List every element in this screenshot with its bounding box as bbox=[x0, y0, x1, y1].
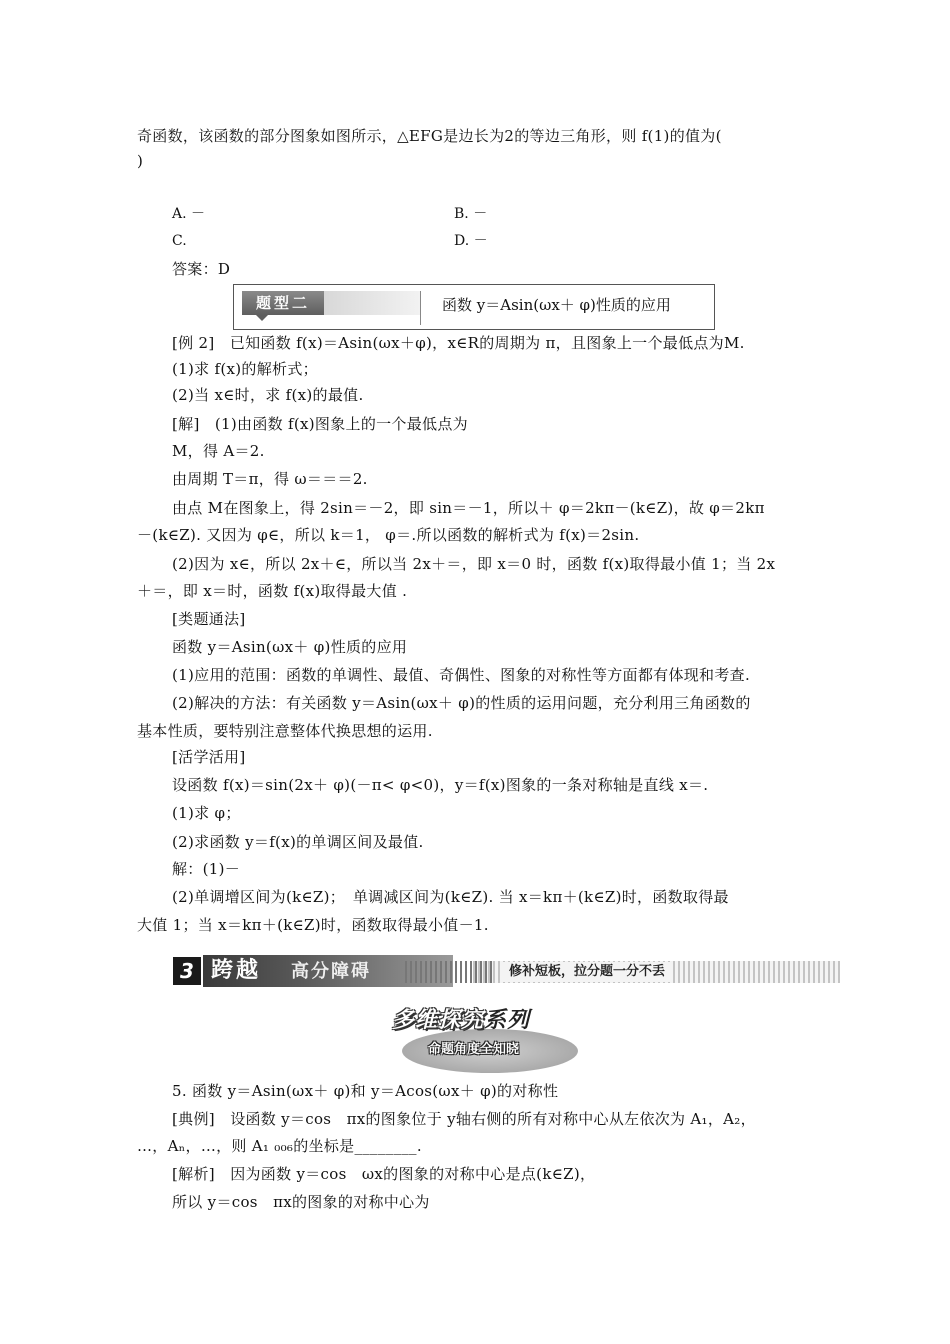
badge-title-b: 系列 bbox=[484, 1008, 531, 1033]
text-line-12: (2)因为 x∈，所以 2x＋∈，所以当 2x＋＝，即 x＝0 时，函数 f(x)取得最小值 1；当 2x bbox=[172, 555, 776, 573]
text-line-6: (2)当 x∈时，求 f(x)的最值. bbox=[172, 386, 364, 404]
text-line-7: [解] (1)由函数 f(x)图象上的一个最低点为 bbox=[172, 415, 468, 433]
tixing-tab-notch bbox=[256, 315, 268, 321]
option-b: B. － bbox=[454, 206, 488, 222]
text-line-29: [解析] 因为函数 y＝cos ωx的图象的对称中心是点(k∈Z)， bbox=[172, 1165, 596, 1183]
text-line-8: M，得 A＝2. bbox=[172, 442, 265, 460]
text-line-27: [典例] 设函数 y＝cos πx的图象位于 y轴右侧的所有对称中心从左依次为 A₁，A₂， bbox=[172, 1110, 756, 1128]
section-3-subtitle: 高分障碍 bbox=[291, 961, 371, 982]
text-line-5: (1)求 f(x)的解析式； bbox=[172, 360, 318, 378]
text-line-22: (2)求函数 y＝f(x)的单调区间及最值. bbox=[172, 833, 424, 851]
text-line-11: －(k∈Z). 又因为 φ∈，所以 k＝1， φ＝.所以函数的解析式为 f(x)＝2sin. bbox=[137, 526, 640, 544]
text-line-23: 解：(1)－ bbox=[172, 860, 241, 878]
text-line-14: [类题通法] bbox=[172, 610, 246, 628]
section-3-banner bbox=[173, 955, 840, 989]
text-line-13: ＋＝，即 x＝时，函数 f(x)取得最大值 . bbox=[137, 582, 408, 600]
text-line-24: (2)单调增区间为(k∈Z)； 单调减区间为(k∈Z). 当 x＝kπ＋(k∈Z)时，函数取得最 bbox=[172, 888, 729, 906]
option-d: D. － bbox=[454, 233, 488, 249]
text-line-10: 由点 M在图象上，得 2sin＝－2，即 sin＝－1，所以＋ φ＝2kπ－(k∈Z)，故 φ＝2kπ bbox=[172, 499, 765, 517]
text-line-2: ) bbox=[137, 152, 144, 170]
text-line-1: 奇函数，该函数的部分图象如图所示，△EFG是边长为2的等边三角形，则 f(1)的值为( bbox=[137, 127, 722, 145]
text-line-17: (2)解决的方法：有关函数 y＝Asin(ωx＋ φ)的性质的运用问题，充分利用三角函数的 bbox=[172, 694, 751, 712]
text-line-25: 大值 1；当 x＝kπ＋(k∈Z)时，函数取得最小值－1. bbox=[137, 916, 489, 934]
section-3-slogan: 修补短板，拉分题一分不丢 bbox=[503, 962, 671, 982]
answer-line: 答案：D bbox=[172, 260, 231, 278]
text-line-16: (1)应用的范围：函数的单调性、最值、奇偶性、图象的对称性等方面都有体现和考查. bbox=[172, 666, 751, 684]
duowei-badge bbox=[392, 1005, 592, 1075]
tixing-banner bbox=[233, 284, 715, 330]
option-a: A. － bbox=[172, 206, 206, 222]
option-c: C. bbox=[172, 233, 187, 249]
text-line-21: (1)求 φ； bbox=[172, 804, 241, 822]
section-3-stripe-fade bbox=[405, 961, 495, 983]
tixing-tab-label: 题型二 bbox=[242, 291, 324, 315]
text-line-18: 基本性质，要特别注意整体代换思想的运用. bbox=[137, 722, 433, 740]
section-3-number: 3 bbox=[173, 957, 201, 985]
tixing-tab-bar bbox=[324, 291, 420, 315]
badge-title bbox=[392, 1007, 530, 1035]
text-line-30: 所以 y＝cos πx的图象的对称中心为 bbox=[172, 1193, 430, 1211]
example-2-statement: [例 2] 已知函数 f(x)＝Asin(ωx＋φ)，x∈R的周期为 π，且图象上一个最低点为M. bbox=[172, 334, 745, 352]
text-line-15: 函数 y＝Asin(ωx＋ φ)性质的应用 bbox=[172, 638, 408, 656]
section-3-title: 跨越 bbox=[211, 958, 262, 983]
text-line-20: 设函数 f(x)＝sin(2x＋ φ)(－π< φ<0)，y＝f(x)图象的一条对称轴是直线 x＝. bbox=[172, 776, 709, 794]
tixing-divider bbox=[420, 291, 421, 325]
badge-title-a: 多维探究 bbox=[392, 1008, 485, 1033]
badge-subtitle: 命题角度全知晓 bbox=[428, 1042, 520, 1057]
text-line-26: 5. 函数 y＝Asin(ωx＋ φ)和 y＝Acos(ωx＋ φ)的对称性 bbox=[172, 1082, 559, 1100]
text-line-19: [活学活用] bbox=[172, 748, 246, 766]
text-line-28: …，Aₙ，…，则 A₁ ₀₀₆的坐标是________. bbox=[137, 1137, 422, 1155]
tixing-title: 函数 y＝Asin(ωx＋ φ)性质的应用 bbox=[442, 296, 671, 314]
text-line-9: 由周期 T＝π，得 ω＝＝＝2. bbox=[172, 470, 368, 488]
